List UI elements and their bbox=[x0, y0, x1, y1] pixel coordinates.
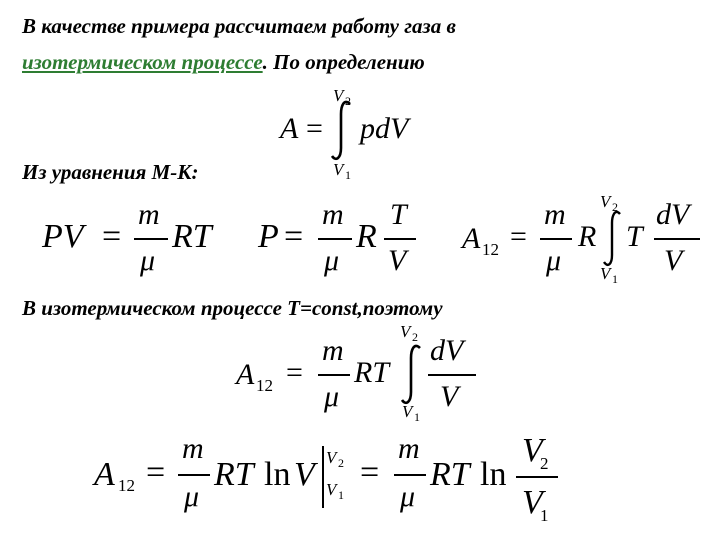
eq-symbol: pdV bbox=[360, 112, 409, 145]
eq-symbol: RT bbox=[214, 456, 254, 493]
fraction-bar bbox=[134, 238, 168, 240]
eq-symbol: m bbox=[544, 198, 566, 231]
eq-symbol: 12 bbox=[256, 376, 273, 395]
eq-symbol: A bbox=[236, 358, 255, 391]
eq-symbol: 12 bbox=[118, 476, 135, 495]
eq-symbol: ln bbox=[264, 456, 291, 493]
fraction-bar bbox=[428, 374, 476, 376]
eq-symbol: V bbox=[333, 160, 344, 179]
eq-symbol: m bbox=[398, 432, 420, 465]
eq-symbol: 2 bbox=[338, 456, 344, 470]
eq-symbol: P bbox=[258, 218, 279, 255]
eq-symbol: V bbox=[333, 86, 344, 105]
eq-symbol: 1 bbox=[345, 168, 351, 182]
eq-symbol: m bbox=[138, 198, 160, 231]
eq-symbol: V bbox=[664, 244, 683, 277]
iso-label bbox=[22, 296, 443, 321]
eq-symbol: V bbox=[388, 244, 407, 277]
mk-label bbox=[22, 160, 199, 185]
eq-symbol: A bbox=[94, 456, 115, 493]
eq-symbol: V bbox=[400, 322, 411, 341]
eq-symbol: V bbox=[600, 264, 611, 283]
eq-symbol: V bbox=[600, 192, 611, 211]
eq-symbol: 1 bbox=[540, 506, 549, 525]
eq-symbol: T bbox=[390, 198, 407, 231]
eq-symbol: ln bbox=[480, 456, 507, 493]
integral-sign bbox=[602, 210, 624, 268]
intro-line-1 bbox=[22, 14, 456, 39]
eq-symbol: = bbox=[286, 356, 303, 389]
eq-symbol: = bbox=[510, 220, 527, 253]
eq-symbol: R bbox=[356, 218, 377, 255]
eq-symbol: 2 bbox=[612, 200, 618, 214]
eq-symbol: RT bbox=[354, 356, 390, 389]
eq-symbol: A bbox=[280, 112, 299, 145]
eq-symbol: μ bbox=[324, 380, 340, 413]
eq-symbol: m bbox=[182, 432, 204, 465]
eq-symbol: dV bbox=[656, 198, 690, 231]
fraction-bar bbox=[394, 474, 426, 476]
fraction-bar bbox=[384, 238, 416, 240]
eq-symbol: V bbox=[522, 484, 543, 521]
iso-label-text: В изотермическом процессе T=const,поэтому bbox=[22, 296, 443, 320]
eq-symbol: V bbox=[294, 456, 315, 493]
integral-sign bbox=[400, 344, 424, 406]
eq-symbol: dV bbox=[430, 334, 464, 367]
eq-symbol: 2 bbox=[540, 454, 549, 473]
eq-symbol: V bbox=[522, 432, 543, 469]
eq-symbol: V bbox=[326, 448, 337, 467]
isothermal-process-link[interactable]: изотермическом процессе bbox=[22, 50, 263, 74]
eq-symbol: = bbox=[284, 218, 304, 255]
eq-symbol: 1 bbox=[414, 410, 420, 424]
eq-symbol: = bbox=[102, 218, 122, 255]
eq-symbol: m bbox=[322, 334, 344, 367]
eq-symbol: 2 bbox=[345, 94, 351, 108]
fraction-bar bbox=[654, 238, 700, 240]
intro-text-end: . По определению bbox=[262, 50, 425, 74]
eq-symbol: R bbox=[578, 220, 597, 253]
eq-symbol: = bbox=[306, 112, 323, 145]
fraction-bar bbox=[540, 238, 572, 240]
eq-symbol: RT bbox=[172, 218, 212, 255]
eq-symbol: 12 bbox=[482, 240, 499, 259]
fraction-bar bbox=[516, 476, 558, 478]
eq-symbol: V bbox=[402, 402, 413, 421]
eq-symbol: T bbox=[626, 220, 643, 253]
eq-symbol: μ bbox=[140, 244, 156, 277]
fraction-bar bbox=[318, 374, 350, 376]
eq-symbol: = bbox=[146, 454, 166, 491]
eq-symbol: μ bbox=[400, 480, 416, 513]
evaluation-bar bbox=[322, 446, 324, 508]
eq-symbol: = bbox=[360, 454, 380, 491]
intro-line-2 bbox=[22, 50, 425, 75]
eq-symbol: μ bbox=[324, 244, 340, 277]
fraction-bar bbox=[318, 238, 352, 240]
integral-sign bbox=[330, 100, 354, 162]
mk-label-text: Из уравнения М-К: bbox=[22, 160, 199, 184]
eq-symbol: PV bbox=[42, 218, 84, 255]
eq-symbol: 1 bbox=[612, 272, 618, 286]
eq-symbol: V bbox=[440, 380, 459, 413]
eq-symbol: m bbox=[322, 198, 344, 231]
eq-symbol: A bbox=[462, 222, 481, 255]
eq-symbol: μ bbox=[546, 244, 562, 277]
fraction-bar bbox=[178, 474, 210, 476]
eq-symbol: μ bbox=[184, 480, 200, 513]
eq-symbol: RT bbox=[430, 456, 470, 493]
intro-text: В качестве примера рассчитаем работу газа в bbox=[22, 14, 456, 38]
eq-symbol: V bbox=[326, 480, 337, 499]
eq-symbol: 2 bbox=[412, 330, 418, 344]
eq-symbol: 1 bbox=[338, 488, 344, 502]
